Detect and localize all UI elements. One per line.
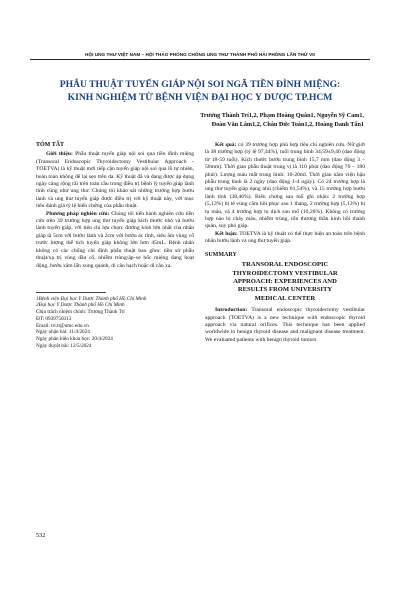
method-text: Chúng tôi tiến hành nghiên cứu tiền cứu trên 39 trường hợp ung thư tuyến giáp kích thước nhỏ và bướu lành tuyến giáp, với tiêu chí lựa chọn: đường kính lớn nhất của nhân giáp là 5cm với bướu lành và 2cm với bướu ác tính, siêu âm vùng cổ trước lượng thể tích tuyến giáp không lớn hơn 45mL. Bệnh nhân không có các chống chỉ định phẫu thuật bao gồm: tiền sử phẫu thuật/xạ trị vùng đầu cổ, nhiễm trùng/áp-xe hốc miệng đang hoạt động, bướu xâm lấn xung quanh, di căn hạch hoặc di căn xa. — [36, 210, 194, 269]
footnote-divider — [36, 292, 106, 293]
footnote-affiliation-1: 1Bệnh viện Đại học Y Dược Thành phố Hồ Chí Minh — [36, 295, 147, 302]
conclusion-paragraph — [205, 231, 365, 246]
corresponding-author: Chịu trách nhiệm chính: Trương Thành Trí — [36, 309, 125, 316]
english-intro-text: Transoral endoscopic thyroidectomy vestibular approach (TOETVA) is a new technique with endoscopic thyroid approach via natural orifices. This technique has been applied worldwide in benign thyroid disease and malignant disease treatment. We evaluated patients with benign thyroid tumors — [205, 307, 365, 343]
date-received: Ngày nhận bài: 11/4/2024 — [36, 329, 90, 336]
article-title — [36, 78, 364, 104]
authors-line-2: Đoàn Văn Lâm1,2, Châu Đức Toàn1,2, Hoàng Danh Tấn1 — [211, 120, 364, 128]
conclusion-label: Kết luận: — [215, 230, 238, 237]
title-line-2: KINH NGHIỆM TỪ BỆNH VIỆN ĐẠI HỌC Y DƯỢC TP.HCM — [67, 92, 333, 103]
phone: ĐT: 0939750313 — [36, 315, 72, 322]
date-approved: Ngày duyệt bài: 12/5/2024 — [36, 343, 92, 350]
conclusion-text: TOETVA là kỹ thuật có thể thực hiện an toàn trên bệnh nhân bướu lành và ung thư tuyến giáp. — [205, 230, 365, 245]
footnote-affiliation-2: 2Đại học Y Dược Thành phố Hồ Chí Minh — [36, 302, 125, 309]
english-intro-paragraph — [205, 307, 365, 344]
result-text: có 39 trường hợp phù hợp tiêu chí nghiên cứu. Nữ giới là 38 trường hợp (tỷ lệ 97,44%), tuổi trung bình 34,59±9,40 (dao động từ 18-59 tuổi). Kích thước bướu trung bình 15,7 mm (dao động 3 – 50mm). Thời gian phẫu thuật trung vị là 110 phút (dao động 70 – 180 phút). Lượng máu mất trung bình: 10-20ml. Thời gian nằm viện hậu phẫu trung bình là 2 ngày (dao động 1-4 ngày). Có 24 trường hợp là ung thư tuyến giáp dạng nhú (chiếm 61,54%), và 15 trường hợp bướu lành tính (38,46%). Biến chứng sau mổ ghi nhận: 2 trường hợp (5,13%) bị tê vùng cằm hồi phục sau 1 tháng, 2 trường hợp (5,13%) bị tụ máu, và 4 trường hợp tụ dịch sau mổ (10,26%). Không có trường hợp nào bị cháy máu, nhiễm trùng, tổn thương thần kinh hồi thanh quản, suy phó giáp. — [205, 142, 365, 230]
running-header: HỘI UNG THƯ VIỆT NAM – HỘI THẢO PHÒNG CHỐNG UNG THƯ THÀNH PHỐ HẢI PHÒNG LẦN THỨ VII — [30, 52, 370, 60]
method-label: Phương pháp nghiên cứu: — [46, 210, 110, 217]
intro-paragraph — [36, 151, 194, 210]
english-intro-label: Introduction: — [215, 307, 248, 314]
left-column — [36, 142, 194, 350]
authors-line-1: Trương Thành Trí1,2, Phạm Hoàng Quân1, Nguyễn Sỹ Cam1, — [200, 112, 364, 119]
email: Email: tri.tt@umc.edu.vn — [36, 322, 89, 329]
method-paragraph — [36, 211, 194, 270]
right-column — [205, 142, 365, 344]
english-title: TRANSORAL ENDOSCOPIC THYROIDECTOMY VESTIBULAR APPROACH: EXPERIENCES AND RESULTS FROM UNIVERSITY MEDICAL CENTER — [232, 261, 338, 302]
intro-text: Phẫu thuật tuyến giáp nội soi qua tiền đình miệng (Transoral Endoscopic Thyroidectomy Vestibular Approach - TOETVA) là kỹ thuật mới tiếp cận tuyến giáp nội soi qua lỗ tự nhiên, hoàn toàn không để lại sẹo trên da. Kỹ thuật đã và đang được áp dụng ngày càng rộng rãi trên toàn cầu trong điều trị bệnh lý tuyến giáp lành tính cũng như ung thư. Chúng tôi khảo sát những trường hợp bướu lành và ung thư tuyến giáp được điều trị với kỹ thuật này, với mục tiêu đánh giá tỷ lệ biến chứng của phẫu thuật. — [36, 151, 194, 210]
summary-heading-en: SUMMARY — [205, 251, 237, 258]
date-reviewed: Ngày phản biện khoa học: 20/4/2024 — [36, 336, 113, 343]
authors — [104, 112, 364, 130]
title-line-1: PHẪU THUẬT TUYẾN GIÁP NỘI SOI NGÃ TIỀN ĐÌNH MIỆNG: — [59, 79, 341, 90]
summary-heading-vi: TÓM TẮT — [36, 142, 65, 148]
intro-label: Giới thiệu: — [46, 151, 73, 158]
page-number: 532 — [36, 532, 46, 539]
result-paragraph — [205, 142, 365, 231]
result-label: Kết quả: — [215, 142, 237, 148]
